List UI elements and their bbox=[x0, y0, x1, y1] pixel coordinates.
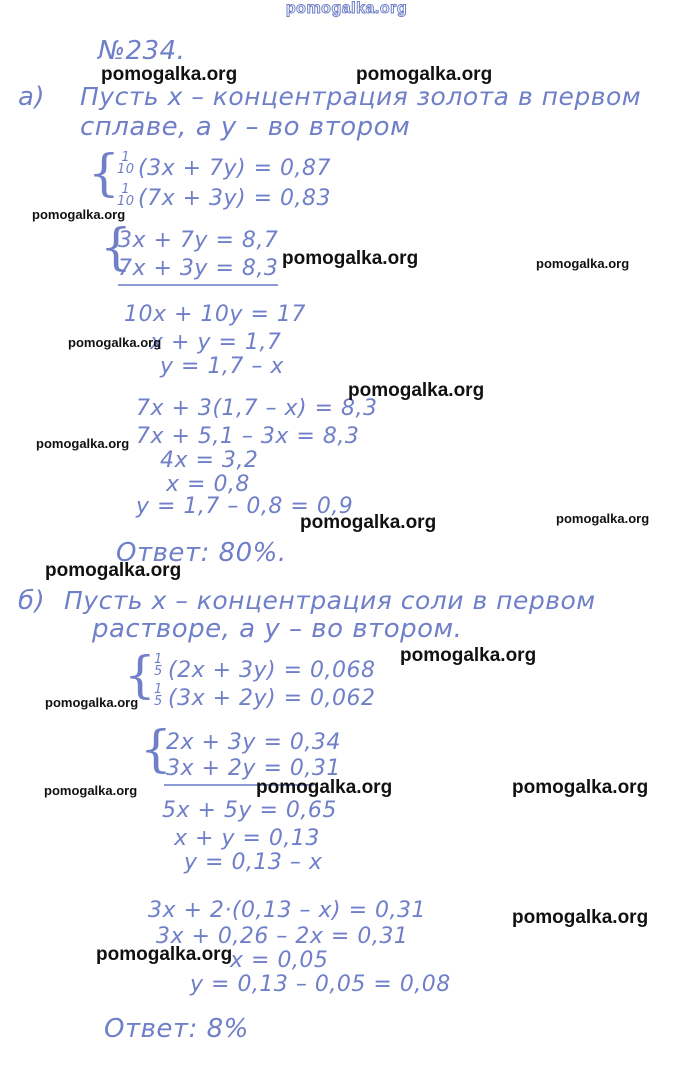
part-b-answer: Ответ: 8% bbox=[104, 1014, 249, 1044]
watermark: pomogalka.org bbox=[45, 560, 182, 581]
site-title[interactable]: pomogalka.org bbox=[285, 0, 408, 17]
fraction-denominator: 5 bbox=[154, 694, 163, 709]
fraction-denominator: 10 bbox=[117, 194, 135, 209]
watermark: pomogalka.org bbox=[68, 335, 162, 350]
watermark: pomogalka.org bbox=[45, 695, 139, 710]
fraction-numerator: 1 bbox=[154, 682, 163, 697]
system-brace: { bbox=[124, 646, 156, 704]
watermark: pomogalka.org bbox=[400, 645, 537, 666]
part-b-sys1-eq1: (2x + 3y) = 0,068 bbox=[168, 658, 376, 683]
watermark: pomogalka.org bbox=[36, 436, 130, 451]
part-b-sys2-eq1: 2x + 3y = 0,34 bbox=[166, 730, 341, 755]
fraction-numerator: 1 bbox=[121, 182, 131, 197]
part-b-label: б) bbox=[18, 586, 46, 616]
part-a-sys2-eq1: 3x + 7y = 8,7 bbox=[118, 228, 279, 253]
part-a-line-4: 7x + 3(1,7 – x) = 8,3 bbox=[136, 396, 378, 421]
part-b-line-6: x = 0,05 bbox=[230, 948, 329, 973]
watermark: pomogalka.org bbox=[300, 512, 437, 533]
part-a-intro-1: Пусть x – концентрация золота в первом bbox=[80, 82, 642, 111]
watermark: pomogalka.org bbox=[32, 207, 126, 222]
part-a-sys1-eq2: (7x + 3y) = 0,83 bbox=[138, 186, 332, 211]
part-b-line-5: 3x + 0,26 – 2x = 0,31 bbox=[156, 924, 409, 949]
watermark: pomogalka.org bbox=[96, 944, 233, 965]
part-a-line-6: 4x = 3,2 bbox=[160, 448, 259, 473]
addition-rule bbox=[118, 284, 278, 286]
fraction bbox=[154, 654, 163, 678]
part-a-label: а) bbox=[18, 82, 46, 112]
watermark: pomogalka.org bbox=[282, 248, 419, 269]
part-a-line-2: x + y = 1,7 bbox=[150, 330, 282, 355]
part-b-sys1-eq2: (3x + 2y) = 0,062 bbox=[168, 686, 376, 711]
fraction-denominator: 10 bbox=[117, 162, 135, 177]
fraction-numerator: 1 bbox=[154, 652, 163, 667]
watermark: pomogalka.org bbox=[256, 777, 393, 798]
part-b-intro-1: Пусть x – концентрация соли в первом bbox=[64, 586, 596, 615]
watermark: pomogalka.org bbox=[512, 777, 649, 798]
part-a-line-5: 7x + 5,1 – 3x = 8,3 bbox=[136, 424, 360, 449]
part-b-line-1: 5x + 5y = 0,65 bbox=[162, 798, 337, 823]
part-a-line-8: y = 1,7 – 0,8 = 0,9 bbox=[136, 494, 354, 519]
part-a-sys2-eq2: 7x + 3y = 8,3 bbox=[118, 256, 279, 281]
part-a-line-1: 10x + 10y = 17 bbox=[124, 302, 306, 327]
part-b-line-3: y = 0,13 – x bbox=[184, 850, 323, 875]
fraction bbox=[117, 152, 135, 176]
watermark: pomogalka.org bbox=[44, 783, 138, 798]
system-brace: { bbox=[140, 720, 172, 778]
fraction bbox=[154, 684, 163, 708]
watermark: pomogalka.org bbox=[536, 256, 630, 271]
watermark: pomogalka.org bbox=[356, 64, 493, 85]
watermark: pomogalka.org bbox=[101, 64, 238, 85]
system-brace: { bbox=[100, 218, 132, 276]
fraction-numerator: 1 bbox=[121, 150, 131, 165]
part-a-sys1-eq1: (3x + 7y) = 0,87 bbox=[138, 156, 332, 181]
part-b-line-2: x + y = 0,13 bbox=[174, 826, 320, 851]
part-a-answer: Ответ: 80%. bbox=[116, 538, 287, 568]
watermark: pomogalka.org bbox=[512, 907, 649, 928]
system-brace: { bbox=[88, 144, 120, 202]
part-a-intro-2: сплаве, а y – во втором bbox=[80, 112, 411, 142]
watermark: pomogalka.org bbox=[348, 380, 485, 401]
part-a-line-7: x = 0,8 bbox=[166, 472, 250, 497]
problem-number: №234. bbox=[98, 36, 186, 66]
part-b-line-4: 3x + 2·(0,13 – x) = 0,31 bbox=[148, 898, 426, 923]
part-b-sys2-eq2: 3x + 2y = 0,31 bbox=[166, 756, 341, 781]
fraction-denominator: 5 bbox=[154, 664, 163, 679]
watermark: pomogalka.org bbox=[556, 511, 650, 526]
part-b-intro-2: растворе, а y – во втором. bbox=[92, 614, 463, 644]
part-b-line-7: y = 0,13 – 0,05 = 0,08 bbox=[190, 972, 451, 997]
part-a-line-3: y = 1,7 – x bbox=[160, 354, 284, 379]
fraction bbox=[117, 184, 135, 208]
